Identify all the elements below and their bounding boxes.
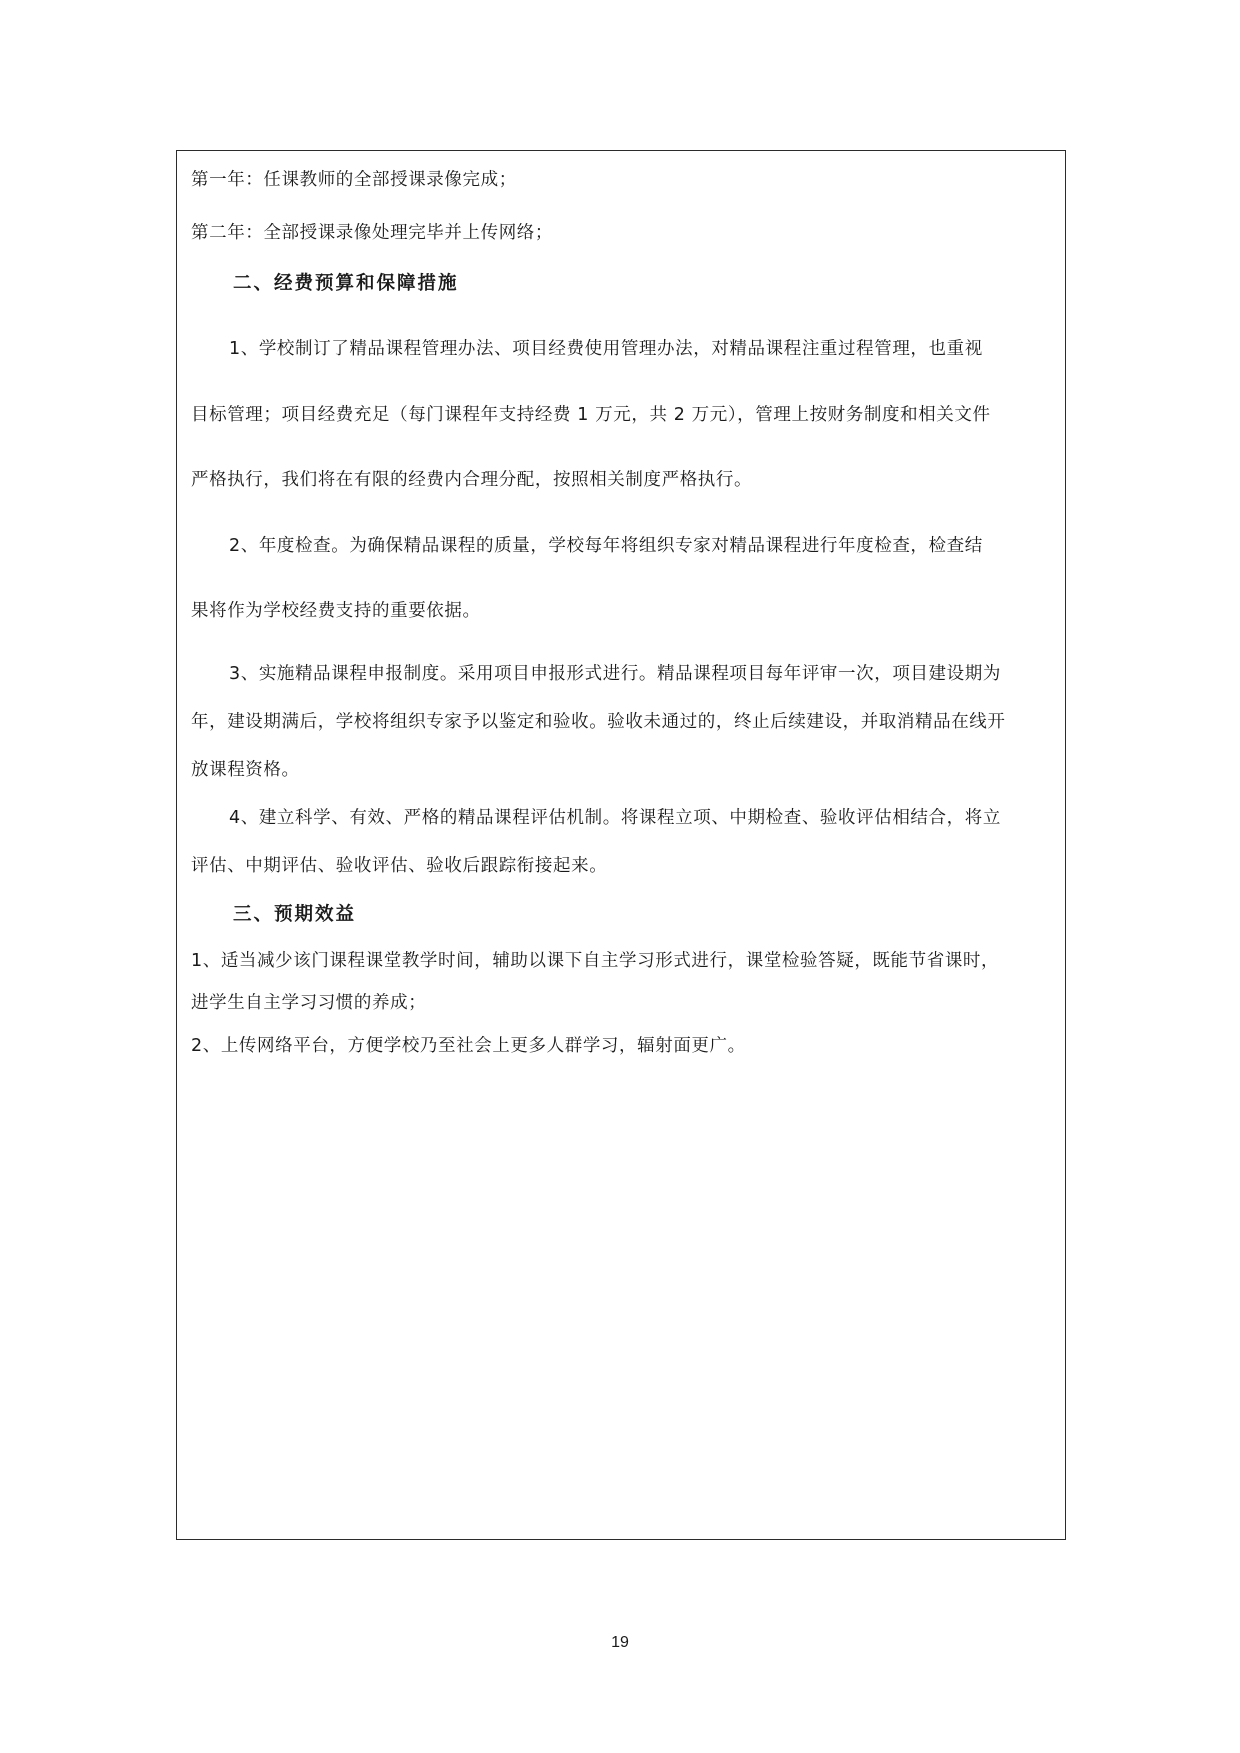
section2-item2-line2: 果将作为学校经费支持的重要依据。	[191, 601, 481, 621]
section3-heading: 三、预期效益	[233, 904, 357, 925]
section3-item2-line1: 2、上传网络平台，方便学校乃至社会上更多人群学习，辐射面更广。	[191, 1036, 746, 1056]
section2-item3-line3: 放课程资格。	[191, 760, 300, 780]
section2-item1-line2: 目标管理；项目经费充足（每门课程年支持经费 1 万元，共 2 万元），管理上按财务制度和相关文件	[191, 405, 991, 425]
section2-item1-line3: 严格执行，我们将在有限的经费内合理分配，按照相关制度严格执行。	[191, 470, 753, 490]
section2-item3-line1: 3、实施精品课程申报制度。采用项目申报形式进行。精品课程项目每年评审一次，项目建设期为	[229, 664, 1001, 684]
section2-item4-line2: 评估、中期评估、验收评估、验收后跟踪衔接起来。	[191, 856, 608, 876]
section2-heading: 二、经费预算和保障措施	[233, 273, 459, 294]
section3-item1-line2: 进学生自主学习习惯的养成；	[191, 993, 427, 1013]
content-table-cell	[176, 150, 1066, 1540]
section2-item1-line1: 1、学校制订了精品课程管理办法、项目经费使用管理办法，对精品课程注重过程管理，也重视	[229, 339, 983, 359]
section2-item2-line1: 2、年度检查。为确保精品课程的质量，学校每年将组织专家对精品课程进行年度检查，检查结	[229, 536, 983, 556]
section3-item1-line1: 1、适当减少该门课程课堂教学时间，辅助以课下自主学习形式进行，课堂检验答疑，既能节省课时，	[191, 951, 1000, 971]
schedule-year1: 第一年：任课教师的全部授课录像完成；	[191, 170, 517, 190]
section2-item3-line2: 年，建设期满后，学校将组织专家予以鉴定和验收。验收未通过的，终止后续建设，并取消精品在线开	[191, 712, 1006, 732]
section2-item4-line1: 4、建立科学、有效、严格的精品课程评估机制。将课程立项、中期检查、验收评估相结合，将立	[229, 808, 1001, 828]
page-number: 19	[611, 1634, 629, 1651]
schedule-year2: 第二年：全部授课录像处理完毕并上传网络；	[191, 223, 553, 243]
